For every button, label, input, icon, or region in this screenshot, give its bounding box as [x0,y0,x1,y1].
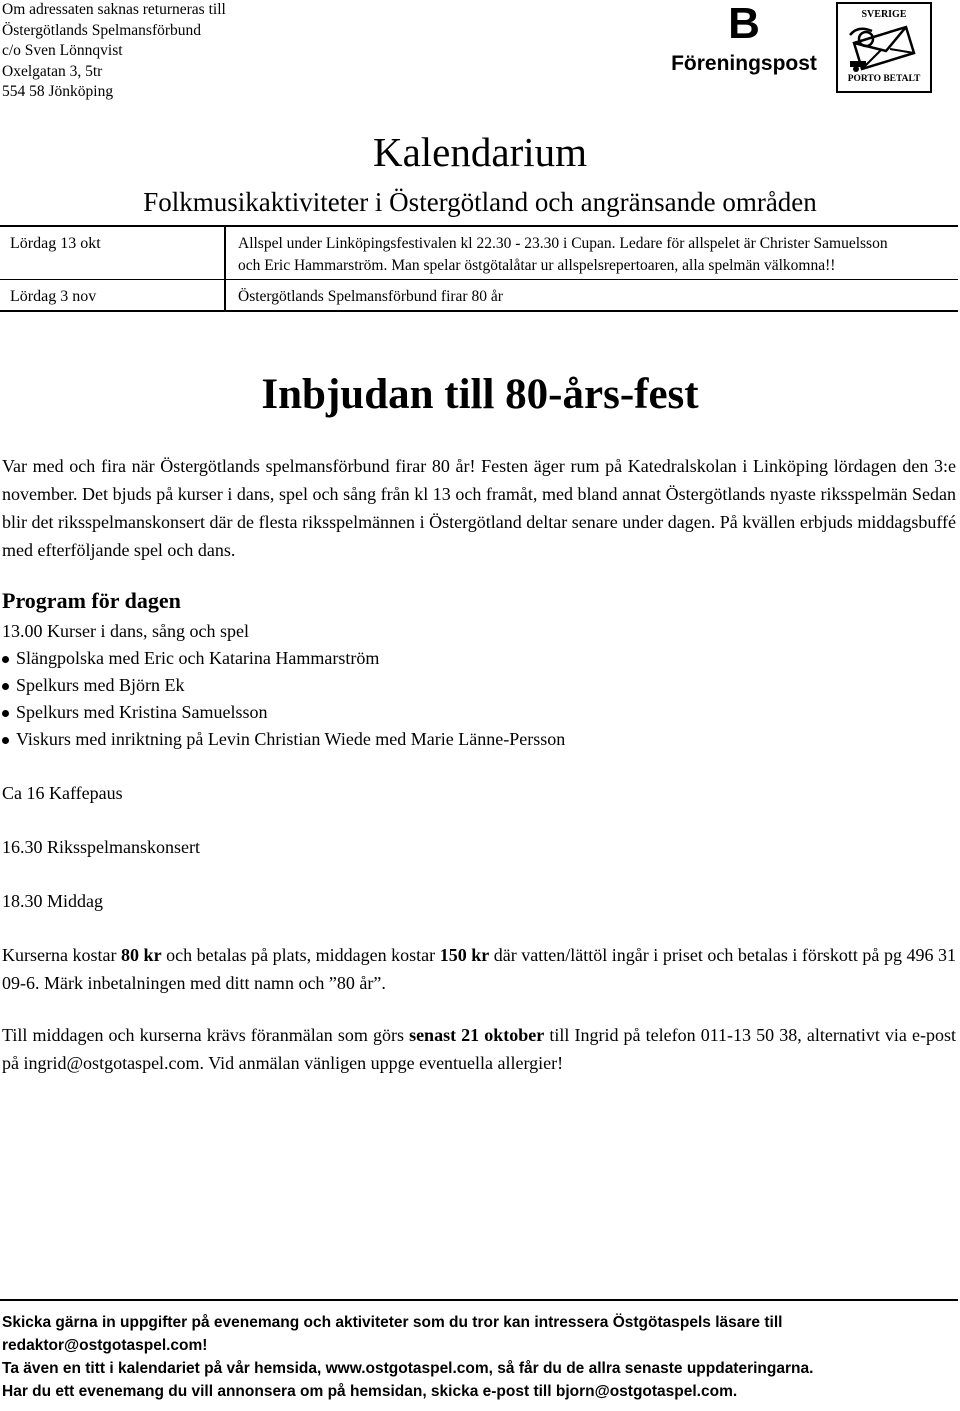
pricing-text: där vatten/lättöl ingår i priset och betalas i förskott på pg 496 31 09-6. Märk inbetalningen med ditt namn och ”80 år”. [2,945,957,993]
page-title: Kalendarium [372,129,588,175]
return-address-line: 554 58 Jönköping [2,83,114,100]
registration-paragraph [2,1021,956,1077]
bullet-icon [2,737,9,744]
course-item [2,672,902,699]
bullet-icon [2,656,9,663]
program-heading: Program för dagen [2,588,181,613]
program-coffee: Ca 16 Kaffepaus [2,783,123,803]
course-label: Viskurs med inriktning på Levin Christian Wiede med Marie Länne-Persson [16,729,566,749]
course-item [2,726,902,753]
footer-line: Skicka gärna in uppgifter på evenemang och aktiviteter som du tror kan intressera Östgötaspels läsare till [2,1314,783,1331]
stamp-paid-label: PORTO BETALT [847,74,921,84]
footer-line: redaktor@ostgotaspel.com! [2,1337,208,1354]
calendar-description-line: Östergötlands Spelmansförbund firar 80 år [238,288,503,305]
bullet-icon [2,683,9,690]
return-address [2,0,226,103]
registration-text: Till middagen och kurserna krävs föranmälan som görs [2,1025,410,1045]
calendar-row [0,280,958,310]
calendar-description-line: och Eric Hammarström. Man spelar östgötalåtar ur allspelsrepertoaren, alla spelmän välkomna!! [238,257,836,274]
bullet-icon [2,710,9,717]
footer-line: Ta även en titt i kalendariet på vår hemsida, www.ostgotaspel.com, så får du de allra senaste uppdateringarna. [2,1360,814,1377]
footer [0,1299,958,1411]
stamp-country: SVERIGE [861,9,907,20]
postage-class-letter: B [728,0,760,48]
calendar-date: Lördag 3 nov [0,280,226,310]
pricing-text: och betalas på plats, middagen kostar [161,945,440,965]
course-item [2,699,902,726]
course-label: Spelkurs med Kristina Samuelsson [16,702,268,722]
dinner-price: 150 kr [439,945,490,965]
program-concert: 16.30 Riksspelmanskonsert [2,837,200,857]
calendar-description [238,233,952,277]
program-item: 13.00 Kurser i dans, sång och spel [2,621,249,641]
course-price: 80 kr [121,945,162,965]
footer-line: Har du ett evenemang du vill annonsera om på hemsidan, skicka e-post till bjorn@ostgotaspel.com. [2,1383,738,1400]
calendar-row [0,227,958,280]
program-list [2,618,902,753]
return-address-line: Om adressaten saknas returneras till [2,1,226,18]
pricing-paragraph [2,941,956,997]
invitation-intro: Var med och fira när Östergötlands spelmansförbund firar 80 år! Festen äger rum på Katedralskolan i Linköping lördagen den 3:e november. Det bjuds på kurser i dans, spel och sång från kl 13 och framåt, med bland annat Östergötlands nyaste riksspelmän Sedan blir det riksspelmanskonsert där de flesta riksspelmännen i Östergötland deltar senare under dagen. På kvällen erbjuds middagsbuffé med efterföljande spel och dans. [2,456,956,560]
invitation-heading: Inbjudan till 80-års-fest [261,371,699,418]
return-address-line: Östergötlands Spelmansförbund [2,21,202,39]
calendar-table [0,225,958,312]
registration-text: till Ingrid på telefon 011-13 50 38, alternativt via e-post på ingrid@ostgotaspel.com. Vid anmälan vänligen uppge eventuella allergier! [2,1025,956,1073]
calendar-date: Lördag 13 okt [0,227,226,279]
return-address-line: Oxelgatan 3, 5tr [2,62,103,80]
pricing-text: Kurserna kostar [2,945,122,965]
course-label: Spelkurs med Björn Ek [16,675,185,695]
registration-deadline: senast 21 oktober [409,1025,545,1045]
postage-label: Föreningspost [671,52,817,75]
page-subtitle: Folkmusikaktiviteter i Östergötland och angränsande områden [143,187,817,217]
calendar-description [238,286,952,308]
posthorn-envelope-icon [848,21,922,73]
program-dinner: 18.30 Middag [2,891,103,911]
calendar-description-line: Allspel under Linköpingsfestivalen kl 22.30 - 23.30 i Cupan. Ledare för allspelet är Christer Samuelsson [238,235,888,252]
return-address-line: c/o Sven Lönnqvist [2,42,123,59]
postage-stamp [836,2,932,93]
course-item [2,645,902,672]
course-label: Slängpolska med Eric och Katarina Hammarström [16,648,380,668]
